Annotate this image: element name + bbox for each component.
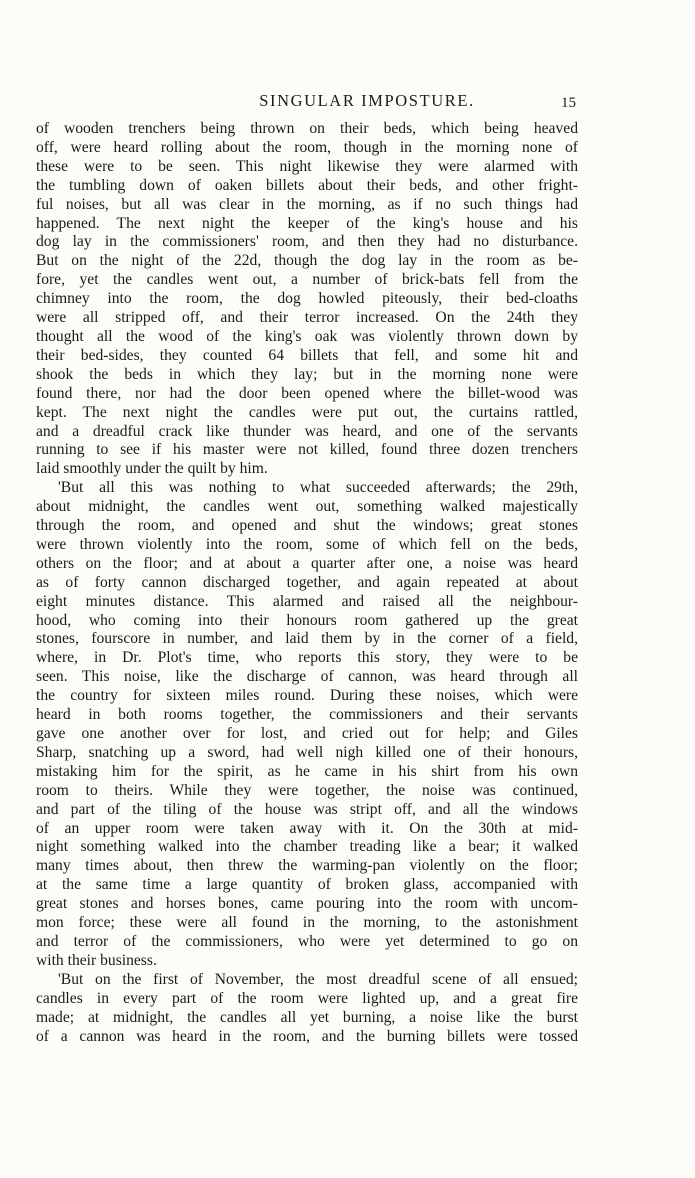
text-line: Sharp, snatching up a sword, had well nigh killed one of their honours, bbox=[36, 743, 578, 761]
text-line: where, in Dr. Plot's time, who reports this story, they were to be bbox=[36, 649, 578, 667]
text-line: hood, who coming into their honours room gathered up the great bbox=[36, 611, 578, 629]
text-line: made; at midnight, the candles all yet burning, a noise like the burst bbox=[36, 1008, 578, 1026]
text-line: were thrown violently into the room, some of which fell on the beds, bbox=[36, 535, 578, 553]
running-head bbox=[118, 90, 576, 114]
running-title: SINGULAR IMPOSTURE. bbox=[259, 91, 475, 110]
paragraph-start-line: 'But all this was nothing to what succeeded afterwards; the 29th, bbox=[58, 479, 578, 497]
text-line: these were to be seen. This night likewise they were alarmed with bbox=[36, 157, 578, 175]
text-line: the tumbling down of oaken billets about their beds, and other fright- bbox=[36, 176, 578, 194]
text-line: laid smoothly under the quilt by him. bbox=[36, 460, 268, 478]
text-line: and a dreadful crack like thunder was heard, and one of the servants bbox=[36, 422, 578, 440]
text-line: But on the night of the 22d, though the dog lay in the room as be- bbox=[36, 252, 578, 270]
text-line: great stones and horses bones, came pouring into the room with uncom- bbox=[36, 895, 578, 913]
text-line: their bed-sides, they counted 64 billets that fell, and some hit and bbox=[36, 346, 578, 364]
text-line: mon force; these were all found in the morning, to the astonishment bbox=[36, 914, 578, 932]
text-line: eight minutes distance. This alarmed and raised all the neighbour- bbox=[36, 592, 578, 610]
text-line: gave one another over for lost, and cried out for help; and Giles bbox=[36, 725, 578, 742]
text-line: ful noises, but all was clear in the morning, as if no such things had bbox=[36, 195, 578, 213]
text-line: and terror of the commissioners, who were yet determined to go on bbox=[36, 932, 578, 950]
body-text bbox=[36, 120, 578, 1046]
text-line: were all stripped off, and their terror increased. On the 24th they bbox=[36, 309, 578, 327]
text-line: happened. The next night the keeper of the king's house and his bbox=[36, 214, 578, 232]
text-line: candles in every part of the room were lighted up, and a great fire bbox=[36, 989, 578, 1007]
text-line: many times about, then threw the warming-pan violently on the floor; bbox=[36, 857, 578, 875]
text-line: night something walked into the chamber treading like a bear; it walked bbox=[36, 838, 578, 856]
text-line: thought all the wood of the king's oak was violently thrown down by bbox=[36, 327, 578, 345]
text-line: of wooden trenchers being thrown on their beds, which being heaved bbox=[36, 120, 578, 137]
text-line: heard in both rooms together, the commissioners and their servants bbox=[36, 706, 578, 724]
text-line: running to see if his master were not killed, found three dozen trenchers bbox=[36, 441, 578, 459]
text-line: found there, nor had the door been opened where the billet-wood was bbox=[36, 384, 578, 402]
text-line: as of forty cannon discharged together, and again repeated at about bbox=[36, 573, 578, 591]
text-line: room to theirs. While they were together, the noise was continued, bbox=[36, 781, 578, 799]
text-line: through the room, and opened and shut the windows; great stones bbox=[36, 517, 578, 535]
text-line: off, were heard rolling about the room, though in the morning none of bbox=[36, 138, 578, 156]
paragraph-start-line: 'But on the first of November, the most dreadful scene of all ensued; bbox=[58, 970, 578, 988]
text-line: seen. This noise, like the discharge of cannon, was heard through all bbox=[36, 668, 578, 686]
text-line: at the same time a large quantity of broken glass, accompanied with bbox=[36, 876, 578, 894]
text-line: others on the floor; and at about a quarter after one, a noise was heard bbox=[36, 554, 578, 572]
text-line: dog lay in the commissioners' room, and then they had no disturbance. bbox=[36, 233, 578, 251]
page-number: 15 bbox=[561, 95, 576, 111]
text-line: the country for sixteen miles round. During these noises, which were bbox=[36, 687, 578, 705]
text-line: of a cannon was heard in the room, and the burning billets were tossed bbox=[36, 1027, 578, 1045]
text-line: shook the beds in which they lay; but in the morning none were bbox=[36, 365, 578, 383]
text-line: fore, yet the candles went out, a number of brick-bats fell from the bbox=[36, 271, 578, 289]
text-line: stones, fourscore in number, and laid them by in the corner of a field, bbox=[36, 630, 578, 648]
text-line: about midnight, the candles went out, something walked majestically bbox=[36, 498, 578, 516]
text-line: mistaking him for the spirit, as he came in his shirt from his own bbox=[36, 762, 578, 780]
text-line: of an upper room were taken away with it. On the 30th at mid- bbox=[36, 819, 578, 837]
text-line: with their business. bbox=[36, 951, 157, 969]
text-line: chimney into the room, the dog howled piteously, their bed-cloaths bbox=[36, 290, 578, 308]
text-line: kept. The next night the candles were put out, the curtains rattled, bbox=[36, 403, 578, 421]
text-line: and part of the tiling of the house was stript off, and all the windows bbox=[36, 800, 578, 818]
